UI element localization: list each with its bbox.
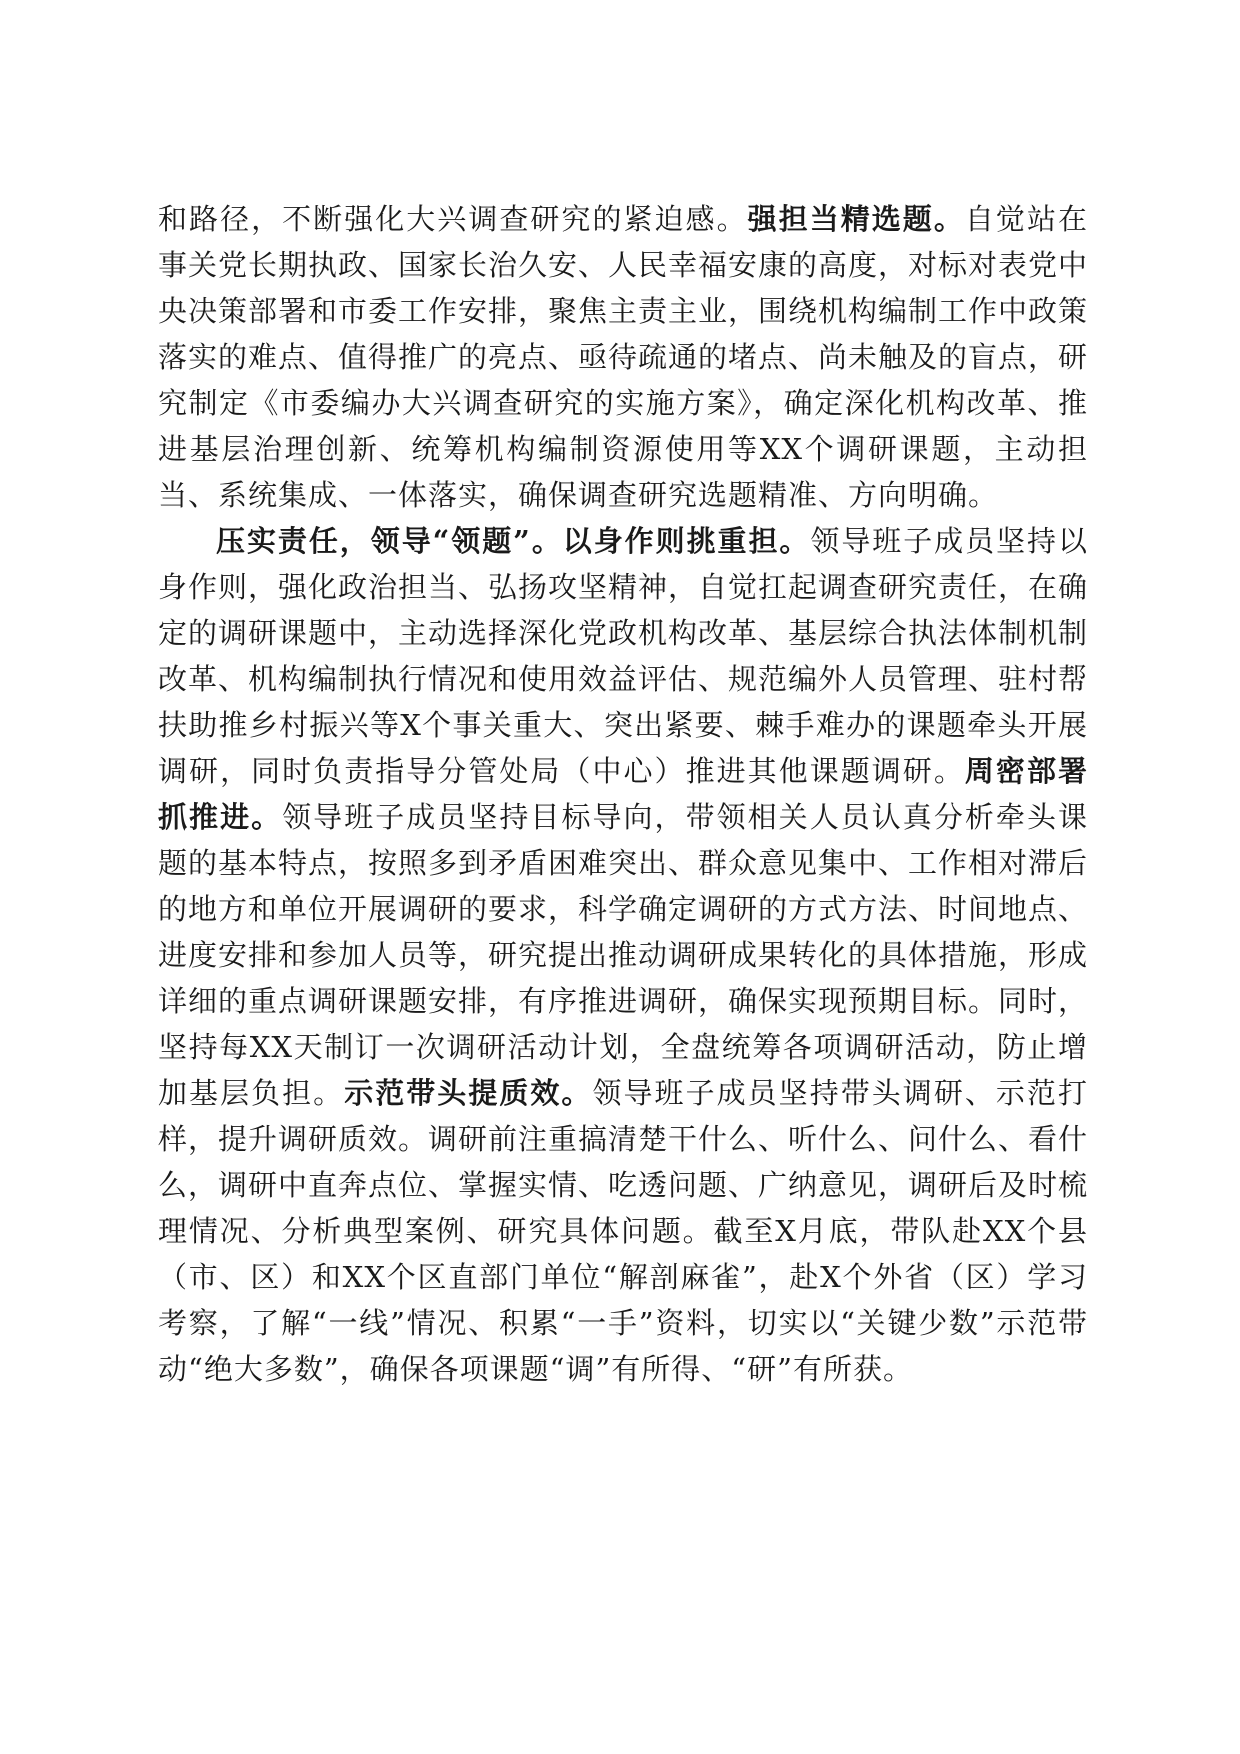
bold-heading-deployment: 周密部署抓推进。 (158, 754, 1088, 834)
paragraph-responsibility (158, 518, 1088, 1392)
paragraph-text: 领导班子成员坚持目标导向，带领相关人员认真分析牵头课题的基本特点，按照多到矛盾困难突出、群众意见集中、工作相对滞后的地方和单位开展调研的要求，科学确定调研的方式方法、时间地点、进度安排和参加人员等，研究提出推动调研成果转化的具体措施，形成详细的重点调研课题安排，有序推进调研，确保实现预期目标。同时，坚持每XX天制订一次调研活动计划，全盘统筹各项调研活动，防止增加基层负担。 (158, 800, 1089, 1110)
bold-heading-select-topics: 强担当精选题。 (747, 202, 965, 236)
bold-heading-leadership: 压实责任，领导“领题”。以身作则挑重担。 (216, 524, 811, 558)
body-text (158, 196, 1088, 1392)
paragraph-text: 领导班子成员坚持带头调研、示范打样，提升调研质效。调研前注重搞清楚干什么、听什么、问什么、看什么，调研中直奔点位、掌握实情、吃透问题、广纳意见，调研后及时梳理情况、分析典型案例、研究具体问题。截至X月底，带队赴XX个县（市、区）和XX个区直部门单位“解剖麻雀”，赴X个外省（区）学习考察，了解“一线”情况、积累“一手”资料，切实以“关键少数”示范带动“绝大多数”，确保各项课题“调”有所得、“研”有所获。 (158, 1076, 1089, 1386)
bold-heading-quality: 示范带头提质效。 (344, 1076, 593, 1110)
paragraph-selection (158, 196, 1088, 518)
paragraph-text: 自觉站在事关党长期执政、国家长治久安、人民幸福安康的高度，对标对表党中央决策部署和市委工作安排，聚焦主责主业，围绕机构编制工作中政策落实的难点、值得推广的亮点、亟待疏通的堵点、尚未触及的盲点，研究制定《市委编办大兴调查研究的实施方案》，确定深化机构改革、推进基层治理创新、统筹机构编制资源使用等XX个调研课题，主动担当、系统集成、一体落实，确保调查研究选题精准、方向明确。 (158, 202, 1089, 512)
paragraph-text: 和路径，不断强化大兴调查研究的紧迫感。 (158, 202, 748, 236)
paragraph-text: 领导班子成员坚持以身作则，强化政治担当、弘扬攻坚精神，自觉扛起调查研究责任，在确定的调研课题中，主动选择深化党政机构改革、基层综合执法体制机制改革、机构编制执行情况和使用效益评估、规范编外人员管理、驻村帮扶助推乡村振兴等X个事关重大、突出紧要、棘手难办的课题牵头开展调研，同时负责指导分管处局（中心）推进其他课题调研。 (158, 524, 1089, 788)
